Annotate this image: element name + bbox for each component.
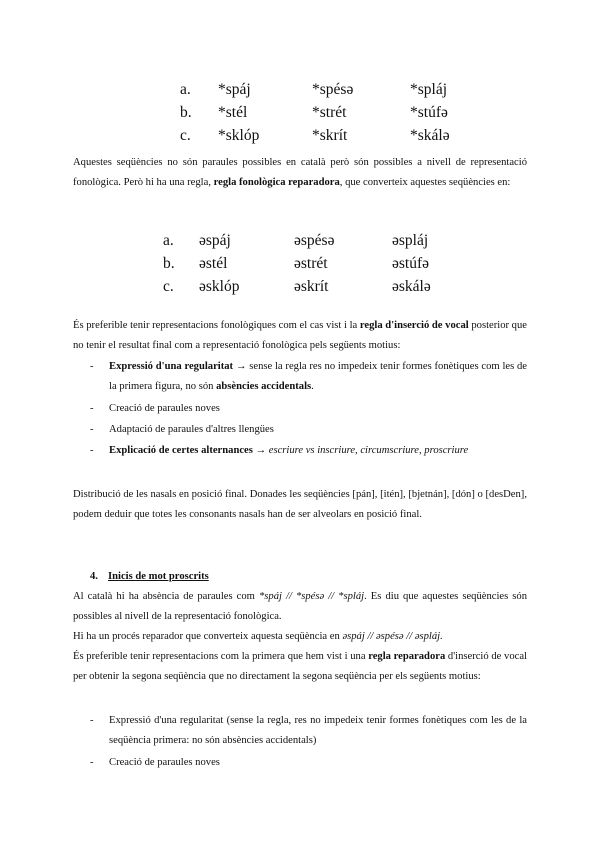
list-item [90,753,528,773]
paragraph-text: Hi ha un procés reparador que converteix aquesta seqüència en [73,631,343,642]
bold-term: regla d'inserció de vocal [359,320,469,331]
example-form: *skálə [410,127,450,144]
list-text: → sense la regla res no impedeix tenir formes fonètiques com les de la primera figura, no són [109,361,528,392]
example-form: əskrít [294,278,329,295]
paragraph-text: , que converteix aquestes seqüències en: [339,177,511,188]
list-item [90,420,528,440]
paragraph-text: posterior que no tenir el resultat final com a representació fonològica pels següents motius: [73,320,527,351]
paragraph-text: . Es diu que aquestes seqüències són possibles al nivell de la representació fonològica. [73,591,527,622]
example-form: *skrít [312,127,348,144]
paragraph-text: És preferible tenir representacions com la primera que hem vist i una [73,651,369,662]
example-form: əspésə [294,232,335,249]
example-form: əskálə [392,278,431,295]
example-form: əspáj [199,232,231,249]
paragraph-text: Aquestes seqüències no són paraules possibles en català però són possibles a nivell de representació fonològica. Però hi ha una regla, [73,157,527,188]
example-form: əsklóp [199,278,240,295]
list-text: . [311,381,314,392]
paragraph-text: Al català hi ha absència de paraules com [73,591,259,602]
example-form: əstél [199,255,228,272]
list-item [90,399,528,419]
section-number: 4. [90,571,98,582]
example-label: b. [180,104,192,121]
example-label: b. [163,255,175,272]
example-label: a. [163,232,174,249]
paragraph-preference [73,316,527,356]
example-form: *spáj [218,81,251,98]
dash-marker: - [90,715,94,726]
list-item-text [109,357,527,397]
example-form: *spláj [410,81,448,98]
list-text: → [252,445,269,456]
dash-marker: - [90,424,94,435]
dash-marker: - [90,403,94,414]
list-item-text: Creació de paraules noves [109,757,220,768]
example-form: əstrét [294,255,328,272]
list-item [90,441,528,461]
dash-marker: - [90,361,94,372]
example-form: *stél [218,104,248,121]
list-item-text: Creació de paraules noves [109,403,220,414]
example-label: c. [180,127,191,144]
bold-term: Explicació de certes alternances [109,445,253,456]
list-item-text: Adaptació de paraules d'altres llengües [109,424,274,435]
example-form: *stúfə [410,104,448,121]
bold-term: Expressió d'una regularitat [109,361,234,372]
list-item [90,711,528,751]
dash-marker: - [90,757,94,768]
dash-marker: - [90,445,94,456]
list-item-text: Expressió d'una regularitat (sense la regla, res no impedeix tenir formes fonètiques com les de la seqüència primera: no són absències accidentals) [109,715,527,746]
paragraph-text: d'inserció de vocal per obtenir la segona seqüència que no directament la segona seqüència per els següents motius: [73,651,527,682]
example-form: *sklóp [218,127,260,144]
paragraph-section4 [73,587,527,687]
italic-examples: əspáj // əspésə // əspláj. [342,631,443,642]
bold-term: regla reparadora [368,651,446,662]
example-label: a. [180,81,191,98]
paragraph-text: És preferible tenir representacions fonològiques com el cas vist i la [73,320,360,331]
list-item [90,357,528,397]
bold-term: regla fonològica reparadora [213,177,340,188]
example-label: c. [163,278,174,295]
list-item-text [109,441,527,461]
example-form: əstúfə [392,255,430,272]
paragraph-intro [73,153,527,193]
bold-term: absències accidentals [216,381,312,392]
paragraph-nasals: Distribució de les nasals en posició final. Donades les seqüències [pán], [itén], [bjetnán], [dón] o [desDen], podem deduir que totes les consonants nasals han de ser alveolars en posició final. [73,489,527,520]
section-title: Inicis de mot proscrits [108,571,209,582]
example-form: *spésə [312,81,354,98]
italic-examples: escriure vs inscriure, circumscriure, proscriure [268,445,469,456]
italic-examples: *spáj // *spésə // *spláj [258,591,365,602]
example-form: əspláj [392,232,429,249]
example-form: *strét [312,104,347,121]
